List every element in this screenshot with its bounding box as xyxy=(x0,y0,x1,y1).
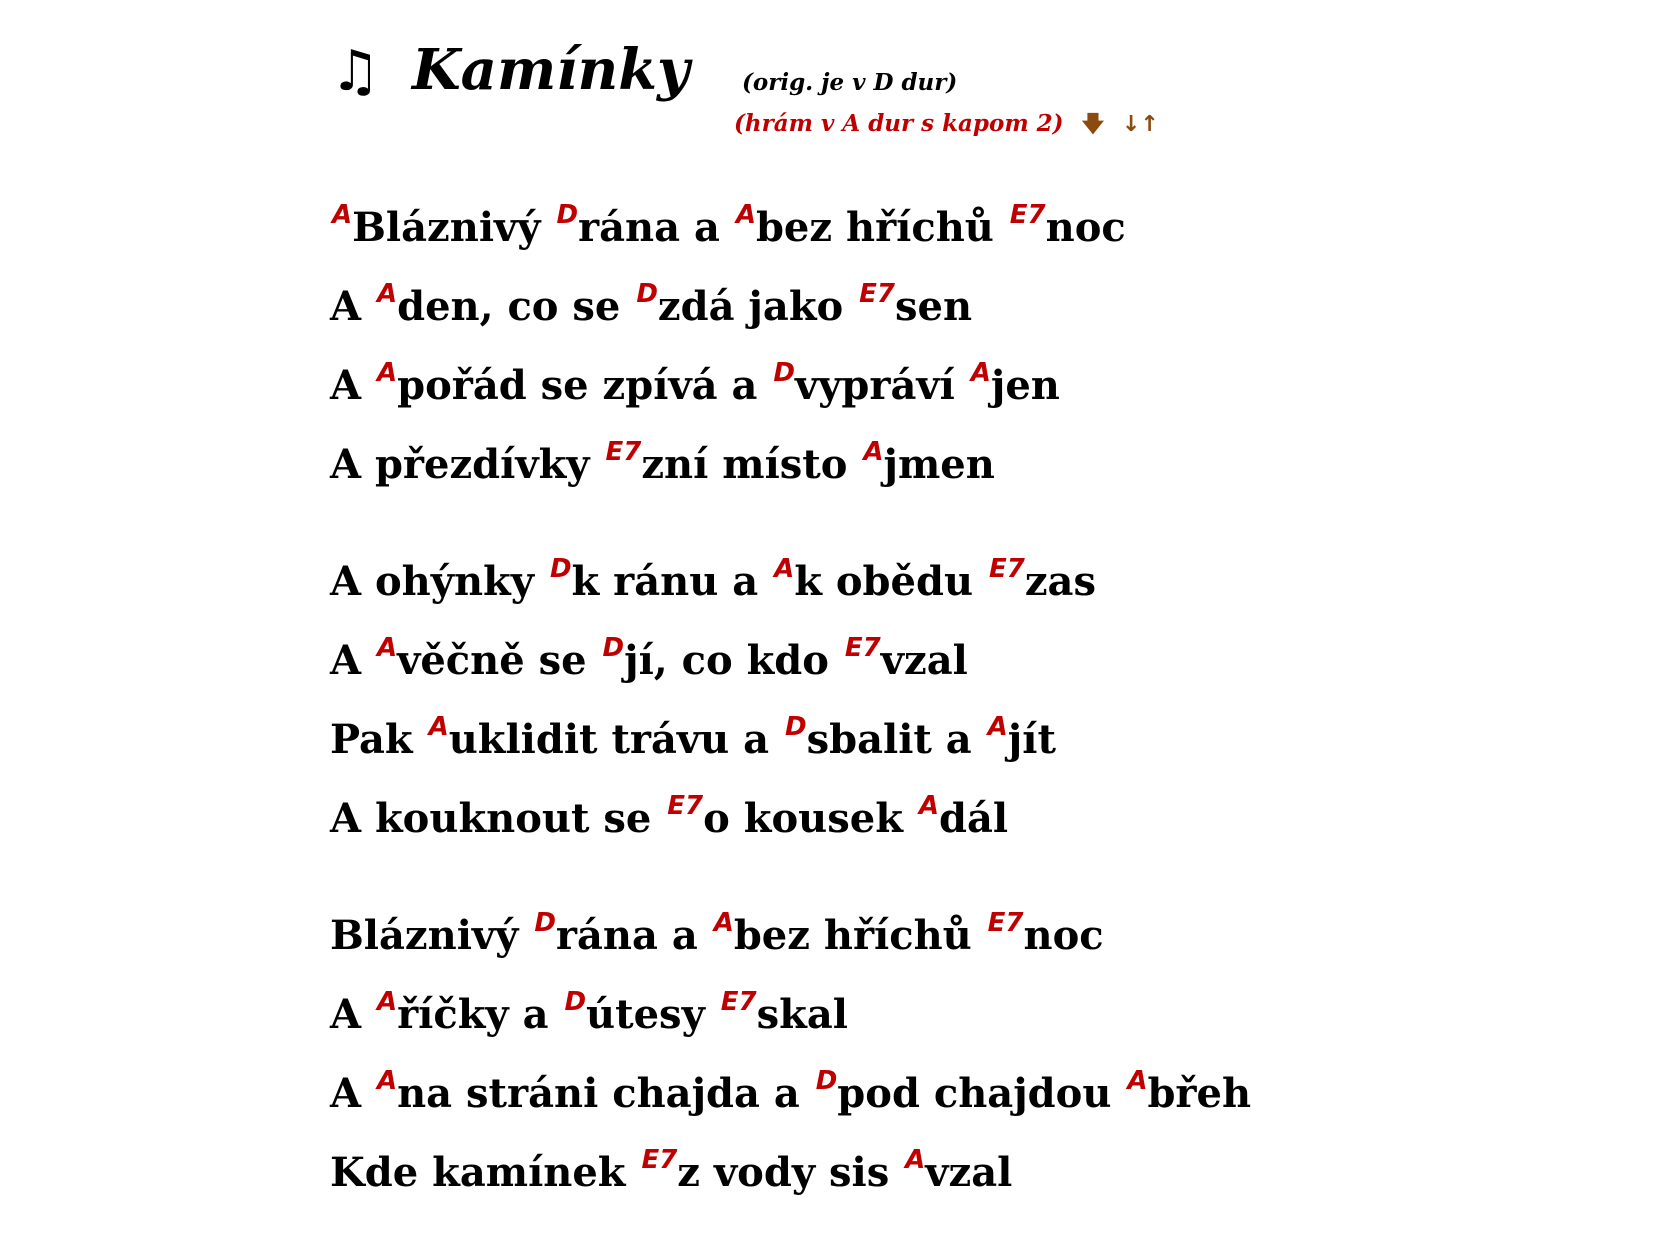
lyric-text: sbalit a xyxy=(806,716,986,763)
chord-label: A xyxy=(376,987,398,1017)
lyric-text: uklidit trávu a xyxy=(448,716,784,763)
lyric-text: Pak xyxy=(330,716,427,763)
lyric-text: rána a xyxy=(578,204,734,251)
lyric-text: útesy xyxy=(586,991,719,1038)
strum-down-arrow-icon: 🡇 xyxy=(1081,112,1105,137)
original-key-note: (orig. je v D dur) xyxy=(742,69,958,96)
lyric-text: A xyxy=(330,991,375,1038)
chord-label: E7 xyxy=(859,279,896,309)
chord-label: E7 xyxy=(641,1145,678,1175)
chord-label: E7 xyxy=(720,987,757,1017)
chord-label: D xyxy=(815,1066,838,1096)
lyric-text: sen xyxy=(895,283,973,330)
chord-label: A xyxy=(376,279,398,309)
lyric-text: břeh xyxy=(1147,1070,1252,1117)
lyric-line xyxy=(330,542,1580,621)
lyric-line xyxy=(330,896,1580,975)
capo-note-text: (hrám v A dur s kapom 2) xyxy=(734,110,1064,137)
lyric-line xyxy=(330,346,1580,425)
lyric-text: A xyxy=(330,1070,375,1117)
lyric-text: Bláznivý xyxy=(352,204,555,251)
lyric-text: jít xyxy=(1007,716,1056,763)
lyric-line xyxy=(330,779,1580,858)
lyric-text: z vody sis xyxy=(677,1149,904,1196)
lyric-text: noc xyxy=(1045,204,1126,251)
lyric-text: A xyxy=(330,283,375,330)
lyric-text: vzal xyxy=(880,637,968,684)
lyric-text: A ohýnky xyxy=(330,558,548,605)
lyric-text: jí, co kdo xyxy=(624,637,843,684)
lyric-text: den, co se xyxy=(397,283,635,330)
chord-label: E7 xyxy=(1009,200,1046,230)
lyric-line xyxy=(330,267,1580,346)
song-header xyxy=(330,38,1330,148)
verse xyxy=(330,896,1580,1212)
lyric-text: pod chajdou xyxy=(837,1070,1126,1117)
chord-label: E7 xyxy=(667,791,704,821)
chord-label: A xyxy=(376,1066,398,1096)
chord-label: E7 xyxy=(987,908,1024,938)
lyric-text: zní místo xyxy=(641,441,862,488)
lyric-text: skal xyxy=(756,991,848,1038)
chord-label: A xyxy=(905,1145,926,1175)
lyric-line xyxy=(330,425,1580,504)
lyric-text: A kouknout se xyxy=(330,795,666,842)
capo-note xyxy=(734,112,1159,136)
chord-label: A xyxy=(863,437,884,467)
chord-label: A xyxy=(332,200,353,230)
chord-label: A xyxy=(376,358,398,388)
lyric-text: jen xyxy=(990,362,1060,409)
chord-label: A xyxy=(1127,1066,1148,1096)
verse xyxy=(330,542,1580,858)
lyric-text: vypráví xyxy=(794,362,969,409)
chord-label: A xyxy=(970,358,991,388)
chord-label: E7 xyxy=(605,437,642,467)
lyric-text: říčky a xyxy=(397,991,563,1038)
chord-label: D xyxy=(549,554,572,584)
lyric-text: Kde kamínek xyxy=(330,1149,640,1196)
lyric-text: věčně se xyxy=(397,637,601,684)
chord-label: A xyxy=(987,712,1008,742)
chord-label: A xyxy=(774,554,795,584)
lyric-line xyxy=(330,700,1580,779)
chord-label: D xyxy=(636,279,658,309)
song-title: Kamínky xyxy=(412,37,690,103)
chord-label: A xyxy=(376,633,398,663)
chord-label: A xyxy=(428,712,449,742)
chord-label: D xyxy=(534,908,556,938)
chord-label: D xyxy=(556,200,579,230)
lyric-line xyxy=(330,1133,1580,1212)
chord-label: E7 xyxy=(988,554,1025,584)
lyric-text: dál xyxy=(938,795,1009,842)
chord-label: D xyxy=(773,358,795,388)
lyric-text: bez hříchů xyxy=(755,204,1008,251)
chord-label: A xyxy=(713,908,734,938)
strum-pattern xyxy=(1082,114,1159,136)
lyric-text: o kousek xyxy=(703,795,917,842)
lyrics-body xyxy=(330,188,1580,1250)
lyric-text: bez hříchů xyxy=(733,912,986,959)
lyric-text: pořád se zpívá a xyxy=(397,362,772,409)
chord-label: D xyxy=(785,712,807,742)
lyric-text: A xyxy=(330,637,375,684)
lyric-text: na stráni chajda a xyxy=(397,1070,814,1117)
chord-label: D xyxy=(602,633,625,663)
chord-label: D xyxy=(564,987,587,1017)
lyric-text: noc xyxy=(1023,912,1104,959)
lyric-text: vzal xyxy=(925,1149,1013,1196)
verse xyxy=(330,188,1580,504)
lyric-line xyxy=(330,1054,1580,1133)
lyric-text: A přezdívky xyxy=(330,441,604,488)
lyric-line xyxy=(330,975,1580,1054)
lyric-line xyxy=(330,188,1580,267)
lyric-text: rána a xyxy=(555,912,712,959)
lyric-text: k ránu a xyxy=(571,558,773,605)
chord-label: A xyxy=(918,791,939,821)
music-note-icon: ♫ xyxy=(330,39,381,104)
lyric-text: zdá jako xyxy=(657,283,858,330)
lyric-text: zas xyxy=(1024,558,1096,605)
lyric-text: jmen xyxy=(883,441,995,488)
strum-down-up-arrows-icon: ↓↑ xyxy=(1121,112,1159,137)
lyric-text: k obědu xyxy=(794,558,987,605)
lyric-line xyxy=(330,621,1580,700)
chord-label: A xyxy=(735,200,756,230)
lyric-text: Bláznivý xyxy=(330,912,533,959)
lyric-text: A xyxy=(330,362,375,409)
chord-label: E7 xyxy=(844,633,881,663)
